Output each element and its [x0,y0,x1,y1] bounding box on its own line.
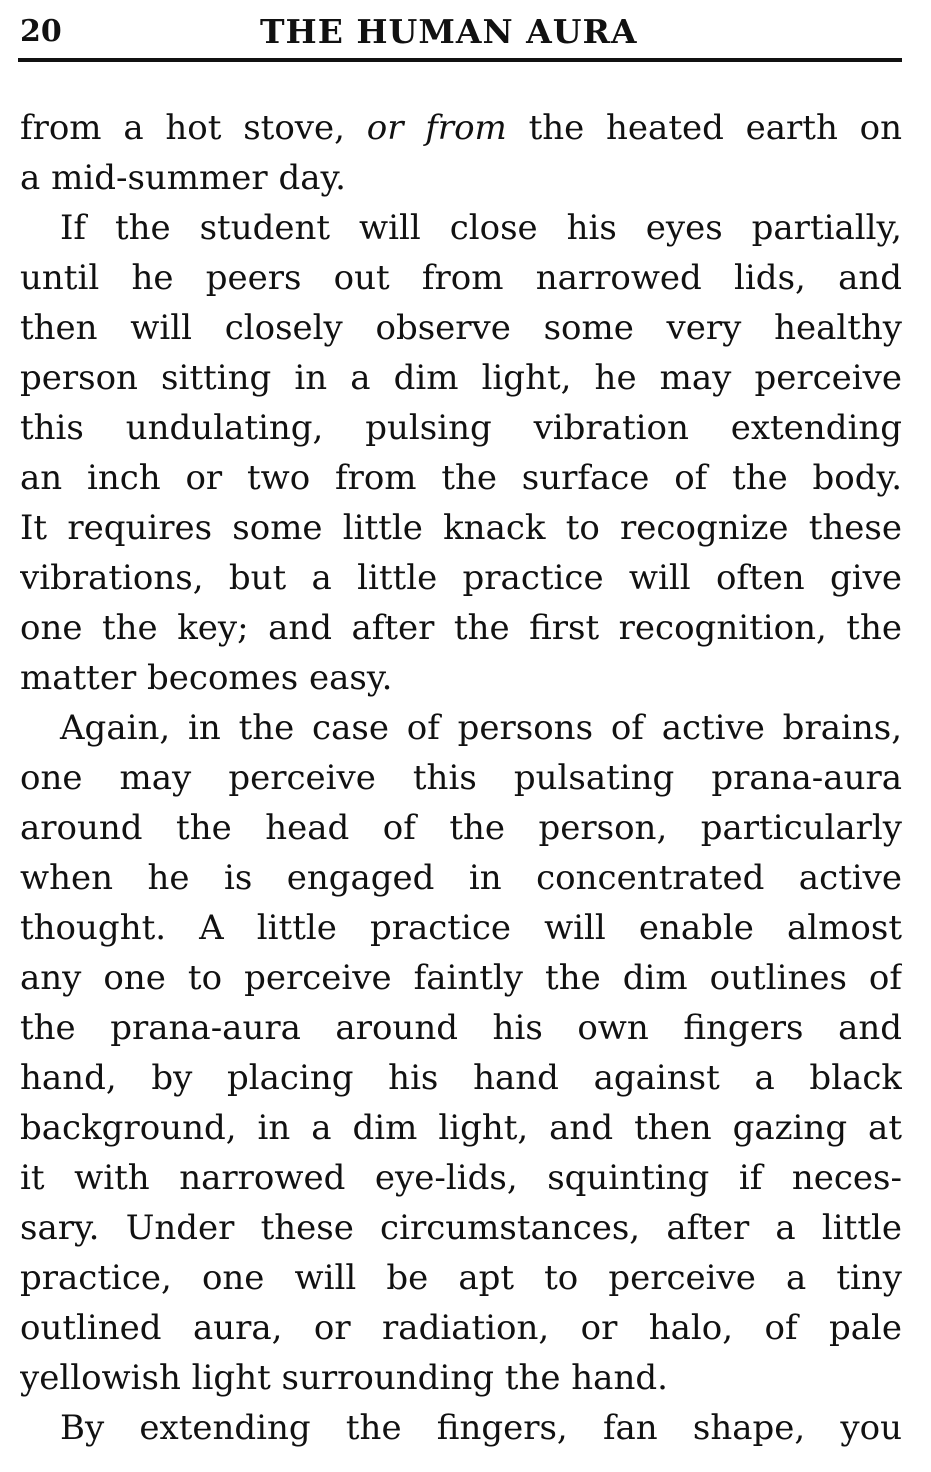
text-line: outlined aura, or radiation, or halo, of pale [20,1308,902,1348]
text-line: thought. A little practice will enable almost [20,908,902,948]
text-line: an inch or two from the surface of the body. [20,458,902,498]
text-line: any one to perceive faintly the dim outlines of [20,958,902,998]
text-line: person sitting in a dim light, he may perceive [20,358,902,398]
text-line: sary. Under these circumstances, after a little [20,1208,902,1248]
text-line: from a hot stove, or from the heated earth on [20,108,902,148]
text-line: it with narrowed eye-lids, squinting if neces- [20,1158,902,1198]
page-number: 20 [20,14,62,49]
text-line: By extending the fingers, fan shape, you [60,1408,902,1448]
text-line: this undulating, pulsing vibration extending [20,408,902,448]
header-rule [18,58,902,62]
running-head [20,10,903,54]
text-line: It requires some little knack to recognize these [20,508,902,548]
running-title: THE HUMAN AURA [260,12,638,51]
text-line: when he is engaged in concentrated active [20,858,902,898]
text-line: matter becomes easy. [20,658,393,698]
text-line: then will closely observe some very healthy [20,308,902,348]
text-line: the prana-aura around his own fingers and [20,1008,902,1048]
text-line: practice, one will be apt to perceive a tiny [20,1258,902,1298]
text-line: around the head of the person, particularly [20,808,902,848]
text-line: vibrations, but a little practice will often give [20,558,902,598]
text-line: until he peers out from narrowed lids, and [20,258,902,298]
text-line: hand, by placing his hand against a black [20,1058,902,1098]
text-line: background, in a dim light, and then gazing at [20,1108,902,1148]
text-line: a mid-summer day. [20,158,346,198]
italic-emphasis: or from [366,108,507,148]
text-line: one the key; and after the first recognition, the [20,608,902,648]
text-line: yellowish light surrounding the hand. [20,1358,668,1398]
text-line: If the student will close his eyes partially, [60,208,902,248]
text-line: Again, in the case of persons of active brains, [60,708,902,748]
text-line: one may perceive this pulsating prana-aura [20,758,902,798]
body-text [20,103,902,1453]
